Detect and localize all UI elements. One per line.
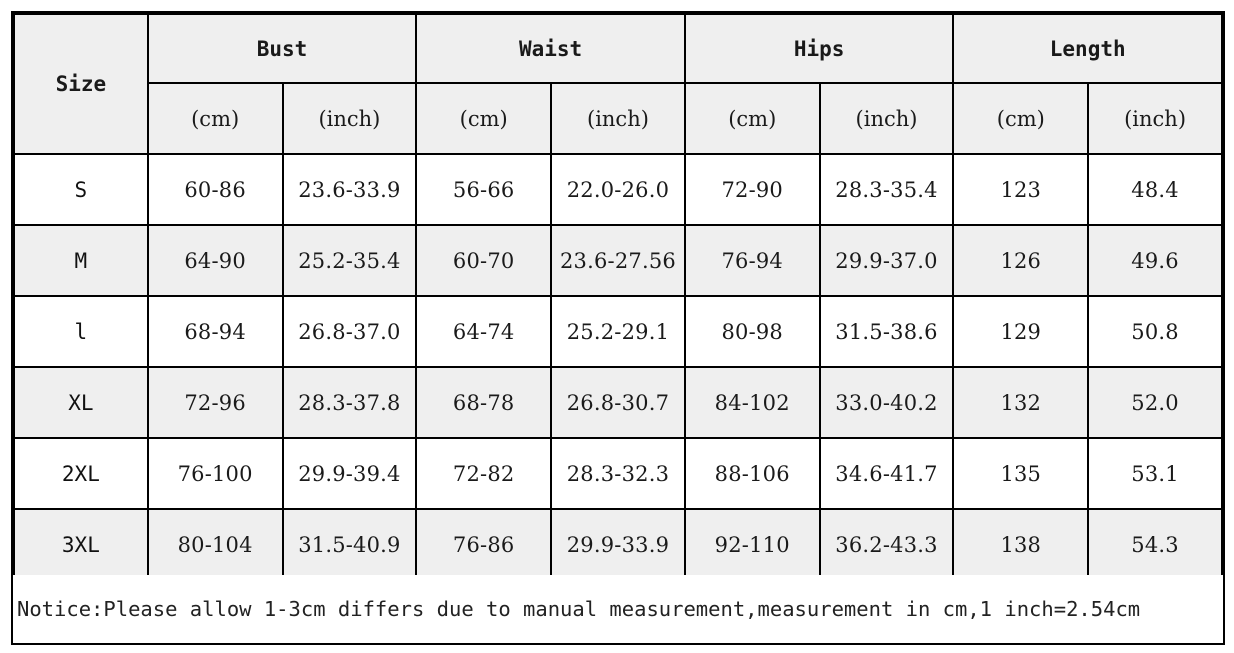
length-cm-cell: 129 [953, 296, 1088, 367]
bust-inch-cell: 26.8-37.0 [283, 296, 417, 367]
length-header: Length [953, 14, 1222, 83]
waist-inch-cell: 29.9-33.9 [551, 509, 685, 580]
hips-cm-cell: 92-110 [685, 509, 820, 580]
bust-inch-cell: 29.9-39.4 [283, 438, 417, 509]
table-row [14, 296, 1222, 367]
bust-cm-cell: 64-90 [148, 225, 283, 296]
length-cm-cell: 132 [953, 367, 1088, 438]
bust-inch-cell: 23.6-33.9 [283, 154, 417, 225]
waist-inch-cell: 26.8-30.7 [551, 367, 685, 438]
table-row [14, 154, 1222, 225]
table-row [14, 438, 1222, 509]
header-row-groups [14, 14, 1222, 83]
bust-inch-cell: 28.3-37.8 [283, 367, 417, 438]
waist-inch-cell: 25.2-29.1 [551, 296, 685, 367]
size-cell: S [14, 154, 148, 225]
bust-cm-header: (cm) [148, 83, 283, 154]
waist-cm-cell: 60-70 [416, 225, 551, 296]
table-row [14, 509, 1222, 580]
bust-inch-cell: 31.5-40.9 [283, 509, 417, 580]
hips-cm-cell: 84-102 [685, 367, 820, 438]
hips-inch-cell: 34.6-41.7 [820, 438, 954, 509]
table-row [14, 367, 1222, 438]
hips-inch-cell: 33.0-40.2 [820, 367, 954, 438]
bust-cm-cell: 60-86 [148, 154, 283, 225]
hips-inch-cell: 28.3-35.4 [820, 154, 954, 225]
size-cell: XL [14, 367, 148, 438]
length-cm-cell: 126 [953, 225, 1088, 296]
bust-cm-cell: 68-94 [148, 296, 283, 367]
hips-cm-cell: 72-90 [685, 154, 820, 225]
length-inch-cell: 49.6 [1088, 225, 1222, 296]
hips-cm-cell: 80-98 [685, 296, 820, 367]
hips-cm-cell: 76-94 [685, 225, 820, 296]
hips-inch-header: (inch) [820, 83, 954, 154]
waist-cm-cell: 76-86 [416, 509, 551, 580]
waist-cm-cell: 68-78 [416, 367, 551, 438]
waist-inch-cell: 22.0-26.0 [551, 154, 685, 225]
bust-cm-cell: 80-104 [148, 509, 283, 580]
size-column-header: Size [14, 14, 148, 154]
waist-cm-header: (cm) [416, 83, 551, 154]
bust-header: Bust [148, 14, 417, 83]
hips-inch-cell: 36.2-43.3 [820, 509, 954, 580]
length-inch-cell: 50.8 [1088, 296, 1222, 367]
hips-inch-cell: 31.5-38.6 [820, 296, 954, 367]
hips-header: Hips [685, 14, 954, 83]
size-table [13, 13, 1223, 581]
table-row [14, 225, 1222, 296]
bust-cm-cell: 72-96 [148, 367, 283, 438]
length-cm-cell: 135 [953, 438, 1088, 509]
size-chart [11, 11, 1225, 645]
waist-cm-cell: 72-82 [416, 438, 551, 509]
waist-cm-cell: 56-66 [416, 154, 551, 225]
size-cell: 3XL [14, 509, 148, 580]
waist-inch-header: (inch) [551, 83, 685, 154]
bust-inch-header: (inch) [283, 83, 417, 154]
length-inch-cell: 48.4 [1088, 154, 1222, 225]
length-inch-cell: 54.3 [1088, 509, 1222, 580]
length-inch-header: (inch) [1088, 83, 1222, 154]
notice-text: Notice:Please allow 1-3cm differs due to manual measurement,measurement in cm,1 inch=2.54cm [13, 575, 1223, 643]
waist-cm-cell: 64-74 [416, 296, 551, 367]
waist-inch-cell: 28.3-32.3 [551, 438, 685, 509]
length-cm-header: (cm) [953, 83, 1088, 154]
length-inch-cell: 52.0 [1088, 367, 1222, 438]
length-inch-cell: 53.1 [1088, 438, 1222, 509]
length-cm-cell: 138 [953, 509, 1088, 580]
bust-cm-cell: 76-100 [148, 438, 283, 509]
size-cell: l [14, 296, 148, 367]
hips-cm-cell: 88-106 [685, 438, 820, 509]
size-cell: 2XL [14, 438, 148, 509]
waist-inch-cell: 23.6-27.56 [551, 225, 685, 296]
hips-cm-header: (cm) [685, 83, 820, 154]
bust-inch-cell: 25.2-35.4 [283, 225, 417, 296]
size-cell: M [14, 225, 148, 296]
header-row-units [14, 83, 1222, 154]
waist-header: Waist [416, 14, 685, 83]
length-cm-cell: 123 [953, 154, 1088, 225]
hips-inch-cell: 29.9-37.0 [820, 225, 954, 296]
